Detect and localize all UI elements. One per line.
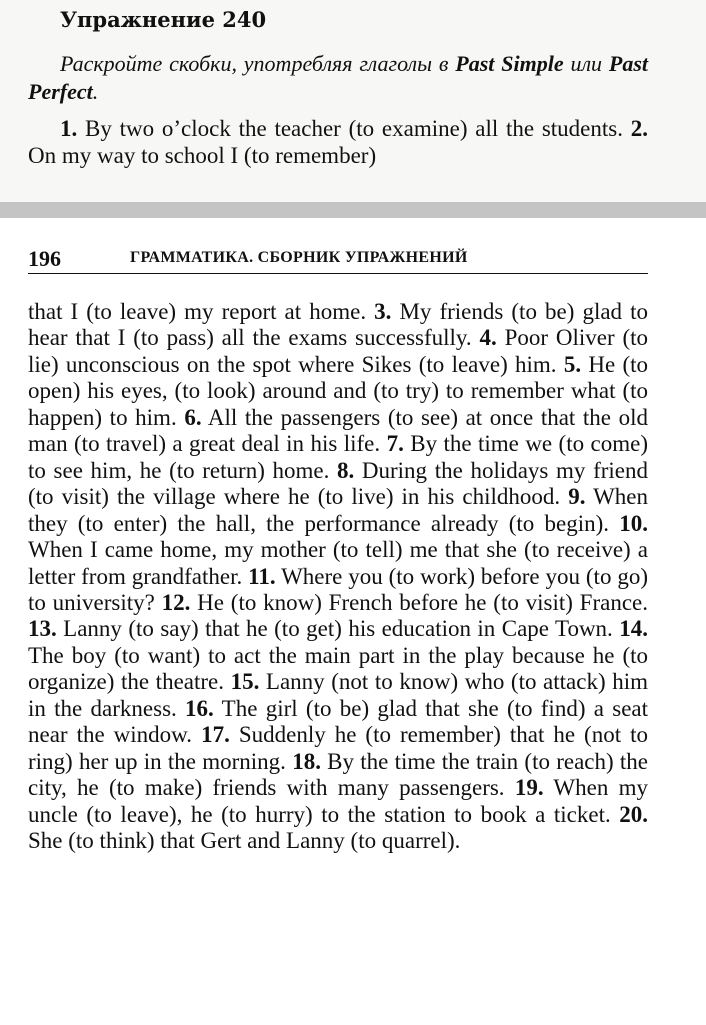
sentence-text: The girl (to be) glad that she (to find) a seat near the window. [28, 695, 648, 748]
instruction-term-past-perfect: Past Perfect [28, 51, 649, 104]
exercise-text-main [28, 299, 648, 855]
sentence-number: 9. [568, 484, 586, 510]
exercise-text-top [28, 115, 648, 169]
instruction-term-past-simple: Past Simple [455, 51, 564, 76]
sentence-number: 12. [161, 589, 191, 615]
sentence-text: Suddenly he (to remember) that he (not to ring) her up in the morning. [28, 722, 649, 774]
sentence-number: 17. [201, 722, 230, 748]
sentence-text: The boy (to want) to act the main part in the play because he (to organize) the theatre. [28, 642, 648, 695]
sentence-number: 2. [630, 116, 648, 141]
sentence-number: 19. [514, 775, 544, 801]
exercise-instruction [28, 50, 648, 106]
sentence-text: By the time we (to come) to see him, he (to return) home. [28, 431, 648, 483]
sentence-text: On my way to school I (to remember) [28, 143, 377, 168]
sentence-text: Lanny (not to know) who (to attack) him in the darkness. [28, 669, 648, 721]
sentence-text: that I (to leave) my report at home. [28, 299, 375, 324]
sentence-text: He (to know) French before he (to visit) France. [190, 589, 649, 615]
sentence-text: My friends (to be) glad to hear that I (to pass) all the exams successfully. [28, 299, 648, 351]
running-head: ГРАММАТИКА. СБОРНИК УПРАЖНЕНИЙ [130, 249, 468, 266]
sentence-text: When my uncle (to leave), he (to hurry) to the station to book a ticket. [28, 775, 648, 827]
sentence-number: 15. [230, 669, 260, 695]
sentence-number: 16. [185, 695, 214, 721]
exercise-title: Упражнение 240 [60, 7, 267, 32]
sentence-text: Where you (to work) before you (to go) to university? [28, 563, 648, 615]
sentence-number: 5. [563, 351, 582, 377]
sentence-text: All the passengers (to see) at once that the old man (to travel) a great deal in his life. [28, 404, 648, 457]
sentence-number: 20. [619, 801, 648, 827]
sentence-number: 8. [337, 457, 355, 483]
sentence-number: 4. [479, 325, 497, 351]
sentence-text: By the time the train (to reach) the city, he (to make) friends with many passengers. [28, 748, 648, 801]
sentence-text: Poor Oliver (to lie) unconscious on the spot where Sikes (to leave) him. [28, 325, 649, 377]
sentence-number: 10. [619, 510, 648, 536]
sentence-text: When I came home, my mother (to tell) me that she (to receive) a letter from grandfather. [28, 537, 648, 589]
instruction-or: или [563, 51, 609, 76]
bottom-page [0, 218, 706, 1025]
instruction-text: Раскройте скобки, употребляя глаголы в [60, 51, 456, 76]
sentence-text: When they (to enter) the hall, the performance already (to begin). [28, 484, 648, 536]
sentence-text: She (to think) that Gert and Lanny (to quarrel). [28, 828, 461, 854]
sentence-number: 1. [60, 116, 78, 141]
top-page-fragment [0, 0, 706, 202]
sentence-number: 14. [619, 616, 648, 642]
sentence-text: Lanny (to say) that he (to get) his education in Cape Town. [56, 616, 620, 642]
sentence-number: 18. [292, 748, 321, 774]
header-rule [28, 273, 648, 274]
sentence-number: 3. [374, 299, 392, 324]
page-gap [0, 202, 706, 218]
page-number: 196 [28, 246, 61, 271]
sentence-number: 6. [184, 404, 202, 430]
sentence-number: 7. [386, 431, 404, 457]
sentence-number: 11. [248, 563, 276, 589]
sentence-text: By two o’clock the teacher (to examine) all the students. [77, 116, 631, 141]
sentence-number: 13. [28, 616, 57, 642]
instruction-end: . [92, 79, 99, 104]
sentence-text: During the holidays my friend (to visit) the village where he (to live) in his childhood. [28, 457, 648, 510]
sentence-text: He (to open) his eyes, (to look) around and (to try) to remember what (to happen) to him. [28, 351, 648, 430]
